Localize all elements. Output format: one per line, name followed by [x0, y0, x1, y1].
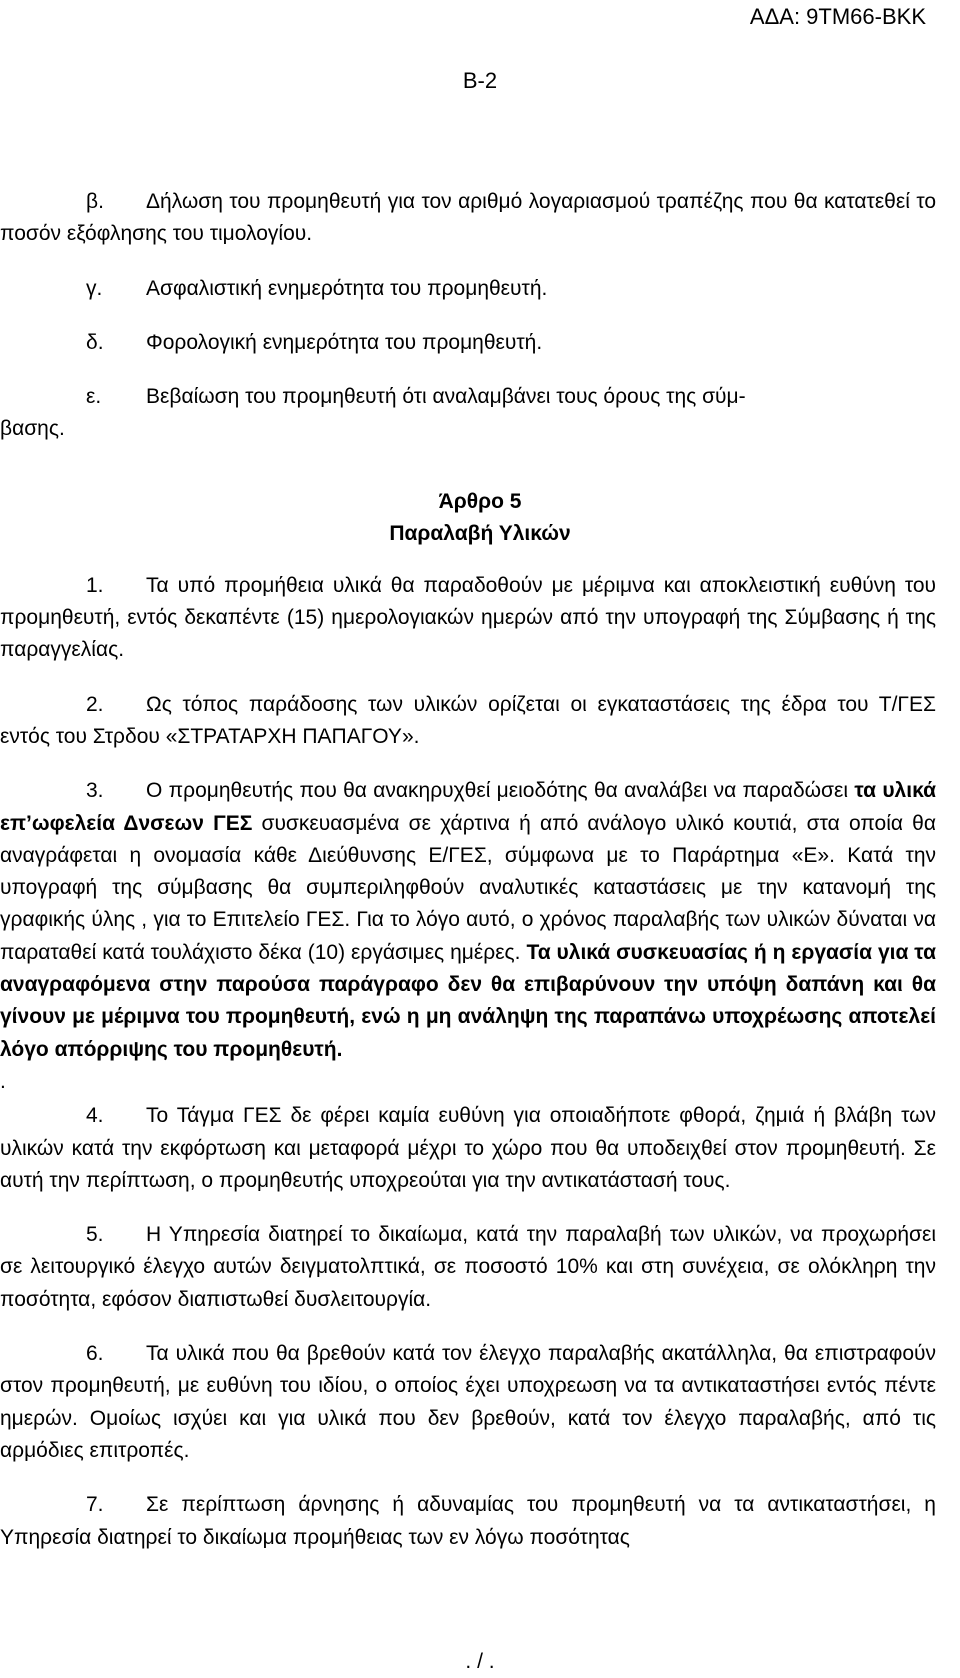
paragraph-5-number: 5.: [86, 1223, 104, 1247]
paragraph-6: [0, 1338, 960, 1467]
paragraph-3-text-c: συσκευασμένα σε χάρτινα ή από ανάλογο υλικό κουτιά, στα οποία θα αναγράφεται η ονομασία κάθε Διεύθυνσης Ε/ΓΕΣ, σύμφωνα με το Παράρτημα «Ε». Κατά την υπογραφή της σύμβασης θα συμπεριληφθούν αναλυτικές καταστάσεις με την κατανομή της γραφικής ύλης , για το Επιτελείο ΓΕΣ. Για το λόγο αυτό, ο χρόνος παραλαβής των υλικών δύναται να παραταθεί κατά τουλάχιστο δέκα (10) εργάσιμες ημέρες.: [0, 811, 936, 964]
paragraph-4-text: Το Τάγμα ΓΕΣ δε φέρει καμία ευθύνη για οποιαδήποτε φθορά, ζημιά ή βλάβη των υλικών κατά την εκφόρτωση και μεταφορά μέχρι το χώρο που θα υποδειχθεί στον προμηθευτή. Σε αυτή την περίπτωση, ο προμηθευτής υποχρεούται για την αντικατάστασή τους.: [0, 1104, 936, 1192]
paragraph-1-number: 1.: [86, 573, 104, 597]
paragraph-3-text-a: Ο προμηθευτής που θα ανακηρυχθεί μειοδότης θα αναλάβει να παραδώσει: [146, 779, 855, 803]
item-g: [0, 273, 960, 305]
paragraph-1: [0, 570, 960, 667]
item-e-text-2: βασης.: [0, 417, 65, 441]
document-body: [0, 186, 960, 1554]
article-subtitle: Παραλαβή Υλικών: [389, 521, 571, 545]
paragraph-7-number: 7.: [86, 1493, 104, 1517]
paragraph-6-text: Τα υλικά που θα βρεθούν κατά τον έλεγχο παραλαβής ακατάλληλα, θα επιστραφούν στον προμηθευτή, με ευθύνη του ιδίου, ο οποίος έχει υποχρεωση να τα αντικαταστήσει εντός πέντε ημερών. Ομοίως ισχύει και για υλικά που δεν βρεθούν, κατά τον έλεγχο παραλαβής, από τις αρμόδιες επιτροπές.: [0, 1342, 936, 1462]
paragraph-4: [0, 1100, 960, 1197]
item-b-text: Δήλωση του προμηθευτή για τον αριθμό λογαριασμού τραπέζης που θα κατατεθεί το ποσόν εξόφλησης του τιμολογίου.: [0, 190, 936, 246]
item-e-text-1: Βεβαίωση του προμηθευτή ότι αναλαμβάνει τους όρους της σύμ-: [146, 385, 746, 409]
paragraph-4-number: 4.: [86, 1104, 104, 1128]
item-b-label: β.: [86, 190, 104, 213]
paragraph-3-text-d: Τα υλικά συσκευασίας ή η εργασία για τα αναγραφόμενα στην παρούσα παράγραφο δεν θα επιβαρύνουν την υπόψη δαπάνη και θα γίνουν με μέριμνα του προμηθευτή, ενώ η μη ανάληψη της παραπάνω υποχρέωσης αποτελεί λόγο απόρριψης του προμηθευτή.: [0, 940, 936, 1061]
paragraph-5-text: Η Υπηρεσία διατηρεί το δικαίωμα, κατά την παραλαβή των υλικών, να προχωρήσει σε λειτουργικό έλεγχο αυτών δειγματολπτικά, σε ποσοστό 10% και στη συνέχεια, σε ολόκληρη την ποσότητα, εφόσον διαπιστωθεί δυσλειτουργία.: [0, 1223, 936, 1311]
paragraph-1-text: Τα υπό προμήθεια υλικά θα παραδοθούν με μέριμνα και αποκλειστική ευθύνη του προμηθευτή, εντός δεκαπέντε (15) ημερολογιακών ημερών από την υπογραφή της Σύμβασης ή της παραγγελίας.: [0, 573, 936, 662]
paragraph-5: [0, 1219, 960, 1316]
paragraph-3: [0, 775, 960, 1066]
item-g-label: γ.: [86, 276, 103, 300]
item-e-label: ε.: [86, 385, 102, 409]
stray-dot: .: [0, 1069, 6, 1093]
item-b: [0, 186, 960, 251]
item-d: [0, 327, 960, 359]
ada-code: ΑΔΑ: 9ΤΜ66-ΒΚΚ: [749, 4, 926, 29]
continuation-mark: . / .: [465, 1650, 495, 1673]
page-number: Β-2: [462, 68, 498, 93]
article-title: Άρθρο 5: [438, 489, 522, 513]
paragraph-2: [0, 689, 960, 754]
paragraph-7: [0, 1489, 960, 1554]
item-d-text: Φορολογική ενημερότητα του προμηθευτή.: [146, 330, 543, 354]
paragraph-2-number: 2.: [86, 692, 104, 716]
paragraph-3-text-b: τα υλικά επ’ωφελεία Δνσεων ΓΕΣ: [0, 779, 936, 835]
item-g-text: Ασφαλιστική ενημερότητα του προμηθευτή.: [146, 276, 548, 300]
paragraph-2-text: Ως τόπος παράδοσης των υλικών ορίζεται οι εγκαταστάσεις της έδρα του Τ/ΓΕΣ εντός του Στρδου «ΣΤΡΑΤΑΡΧΗ ΠΑΠΑΓΟΥ».: [0, 692, 936, 748]
paragraph-6-number: 6.: [86, 1342, 104, 1366]
paragraph-3-number: 3.: [86, 779, 104, 803]
paragraph-7-text: Σε περίπτωση άρνησης ή αδυναμίας του προμηθευτή να τα αντικαταστήσει, η Υπηρεσία διατηρεί το δικαίωμα προμήθειας των εν λόγω ποσότητας: [0, 1493, 936, 1549]
item-d-label: δ.: [86, 330, 104, 354]
item-e: [0, 381, 960, 446]
